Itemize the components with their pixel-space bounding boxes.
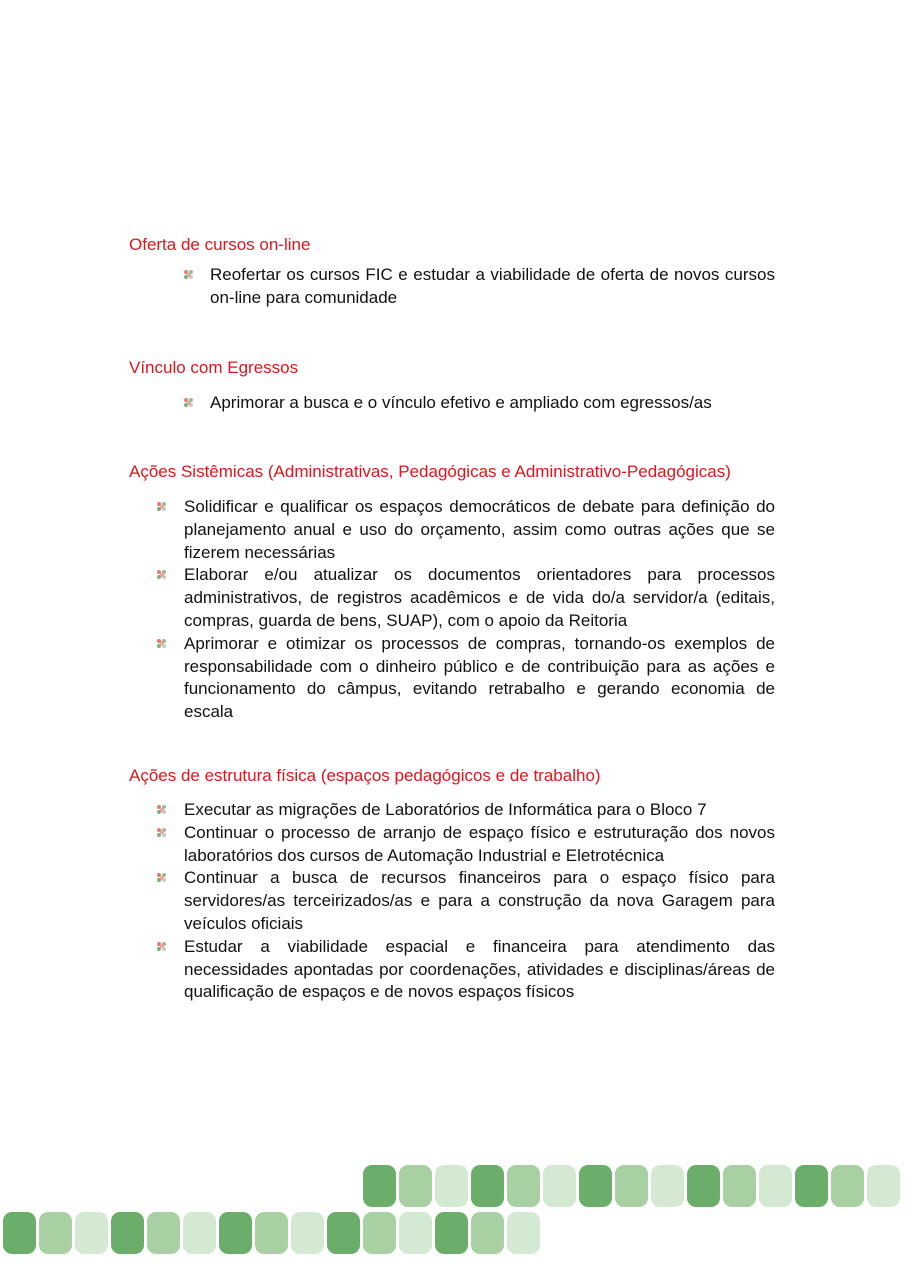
footer-tile [435,1212,468,1254]
bullet-list [184,799,775,1004]
footer-tile [867,1165,900,1207]
list-item [184,936,775,1004]
footer-tile [363,1212,396,1254]
footer-tile [219,1212,252,1254]
list-item-text: Solidificar e qualificar os espaços democráticos de debate para definição do planejamento anual e uso do orçamento, assim como outras ações que se fizerem necessárias [184,497,775,562]
list-item [184,496,775,564]
footer-tile [471,1212,504,1254]
footer-tile [363,1165,396,1207]
bullet-icon [157,942,168,953]
footer-tile [39,1212,72,1254]
bullet-icon [157,502,168,513]
bullet-icon [157,828,168,839]
footer-tile [399,1165,432,1207]
footer-tile [3,1212,36,1254]
footer-tile [147,1212,180,1254]
list-item-text: Elaborar e/ou atualizar os documentos orientadores para processos administrativos, de registros acadêmicos e de vida do/a servidor/a (editais, compras, guarda de bens, SUAP), com o apoio da Reitoria [184,565,775,630]
bullet-icon [184,398,195,409]
list-item-text: Continuar a busca de recursos financeiros para o espaço físico para servidores/as terceirizados/as e para a construção da nova Garagem para veículos oficiais [184,868,775,933]
bullet-list [210,392,775,415]
section-heading: Ações de estrutura física (espaços pedagógicos e de trabalho) [129,766,601,785]
bullet-icon [157,805,168,816]
footer-tile [507,1212,540,1254]
bullet-icon [157,873,168,884]
footer-tile [471,1165,504,1207]
footer-tile [399,1212,432,1254]
list-item [184,867,775,935]
footer-tile [651,1165,684,1207]
bullet-list [184,496,775,724]
footer-tile [615,1165,648,1207]
list-item [184,564,775,632]
footer-tile [183,1212,216,1254]
list-item-text: Reofertar os cursos FIC e estudar a viabilidade de oferta de novos cursos on-line para comunidade [210,265,775,307]
list-item [184,822,775,868]
footer-tile [291,1212,324,1254]
footer-tile [543,1165,576,1207]
bullet-icon [157,570,168,581]
list-item [210,392,775,415]
bullet-list [210,264,775,310]
footer-tile [255,1212,288,1254]
list-item-text: Continuar o processo de arranjo de espaço físico e estruturação dos novos laboratórios dos cursos de Automação Industrial e Eletrotécnica [184,822,775,865]
footer-tile [111,1212,144,1254]
footer-tile [687,1165,720,1207]
footer-tile [759,1165,792,1207]
list-item [184,633,775,724]
bullet-icon [157,639,168,650]
list-item [210,264,775,310]
list-item [184,799,775,822]
footer-tile [327,1212,360,1254]
section-heading: Ações Sistêmicas (Administrativas, Pedagógicas e Administrativo-Pedagógicas) [129,462,731,481]
footer-tile [795,1165,828,1207]
section-heading: Vínculo com Egressos [129,358,299,377]
footer-tile [831,1165,864,1207]
bullet-icon [184,270,195,281]
footer-tile [435,1165,468,1207]
footer-tile [579,1165,612,1207]
list-item-text: Aprimorar e otimizar os processos de compras, tornando-os exemplos de responsabilidade com o dinheiro público e de contribuição para as ações e funcionamento do câmpus, evitando retrabalho e gerando economia de escala [184,633,775,722]
footer-tile [507,1165,540,1207]
footer-tile [75,1212,108,1254]
list-item-text: Estudar a viabilidade espacial e financeira para atendimento das necessidades apontadas por coordenações, atividades e disciplinas/áreas de qualificação de espaços e de novos espaços físicos [184,936,775,1002]
section-heading: Oferta de cursos on-line [129,235,311,254]
footer-tile [723,1165,756,1207]
list-item-text: Aprimorar a busca e o vínculo efetivo e ampliado com egressos/as [210,393,712,412]
list-item-text: Executar as migrações de Laboratórios de Informática para o Bloco 7 [184,800,707,819]
